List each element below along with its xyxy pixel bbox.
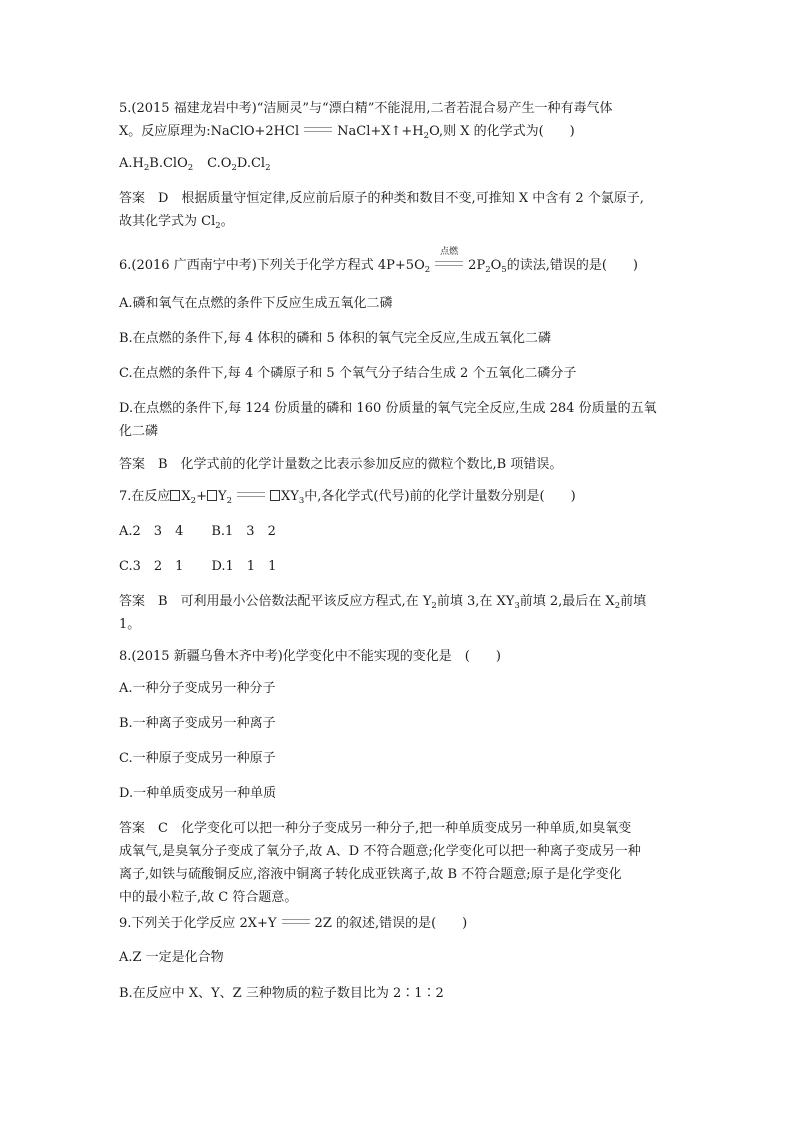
q7-answer-line1: 答案 B 可利用最小公倍数法配平该反应方程式,在 $Y_2$前填 3,在 $XY_3$前填 2,最后在 $X_2$前填 [119,594,647,611]
q6-answer: 答案 B 化学式前的化学计量数之比表示参加反应的微粒个数比,B 项错误。 [119,457,563,472]
blank-box [270,490,280,501]
q5-answer-line2: 故其化学式为 $Cl_2$。 [119,214,234,231]
q9-stem: 9.下列关于化学反应 2X+Y 2Z 的叙述,错误的是( ) [119,916,468,931]
blank-box [170,490,180,501]
q6-option-d-line1: D.在点燃的条件下,每 124 份质量的磷和 160 份质量的氧气完全反应,生成 284 份质量的五氧 [119,401,657,416]
q5-stem-line1: 5.(2015 福建龙岩中考)“洁厕灵”与“漂白精”不能混用,二者若混合易产生一种有毒气体 [119,101,613,116]
q8-option-c: C.一种原子变成另一种原子 [119,751,276,766]
q8-option-d: D.一种单质变成另一种单质 [119,786,277,801]
q6-stem: 6.(2016 广西南宁中考)下列关于化学方程式 $4P+5O_2$ 点燃 $2P_2O_5$的读法,错误的是( ) [119,247,638,275]
q5-stem-line2: X。反应原理为:NaClO+2HCl $NaCl+X↑+H_2O$,则 X 的化学式为( ) [119,124,575,141]
q6-option-b: B.在点燃的条件下,每 4 体积的磷和 5 体积的氧气完全反应,生成五氧化二磷 [119,331,552,346]
equals-sign [282,919,310,924]
q8-option-b: B.一种离子变成另一种离子 [119,716,276,731]
q7-options-row1: A.2 3 4 B.1 3 2 [119,524,276,539]
q8-stem: 8.(2015 新疆乌鲁木齐中考)化学变化中不能实现的变化是 ( ) [119,649,501,664]
q8-answer-line4: 中的最小粒子,故 C 符合题意。 [119,890,298,905]
q5-answer-line1: 答案 D 根据质量守恒定律,反应前后原子的种类和数目不变,可推知 X 中含有 2 个氯原子, [119,191,644,206]
q8-answer-line3: 离子,如铁与硫酸铜反应,溶液中铜离子转化成亚铁离子,故 B 不符合题意;原子是化学变化 [119,867,622,882]
q7-stem: 7.在反应 $X_2+ Y_2$ $XY_3$中,各化学式(代号)前的化学计量数分别是( ) [119,489,576,506]
reaction-condition: 点燃 [440,247,459,257]
q6-option-a: A.磷和氧气在点燃的条件下反应生成五氧化二磷 [119,296,393,311]
q7-options-row2: C.3 2 1 D.1 1 1 [119,559,277,574]
blank-box [207,490,217,501]
q8-answer-line2: 成氧气,是臭氧分子变成了氧分子,故 A、D 不符合题意;化学变化可以把一种离子变成另一种 [119,844,641,859]
q9-option-a: A.Z 一定是化合物 [119,950,224,965]
q6-option-d-line2: 化二磷 [119,424,159,439]
q7-answer-line2: 1。 [119,617,141,632]
q8-option-a: A.一种分子变成另一种分子 [119,681,276,696]
q5-options: $A.H_2B.ClO_2$ $C.O_2D.Cl_2$ [119,156,271,173]
equals-sign [304,127,332,132]
equals-sign [237,492,265,497]
q6-option-c: C.在点燃的条件下,每 4 个磷原子和 5 个氧气分子结合生成 2 个五氧化二磷分子 [119,366,577,381]
equals-sign [435,247,463,266]
q8-answer-line1: 答案 C 化学变化可以把一种分子变成另一种分子,把一种单质变成另一种单质,如臭氧变 [119,821,632,836]
q9-option-b: B.在反应中 X、Y、Z 三种物质的粒子数目比为 2∶1∶2 [119,986,444,1001]
